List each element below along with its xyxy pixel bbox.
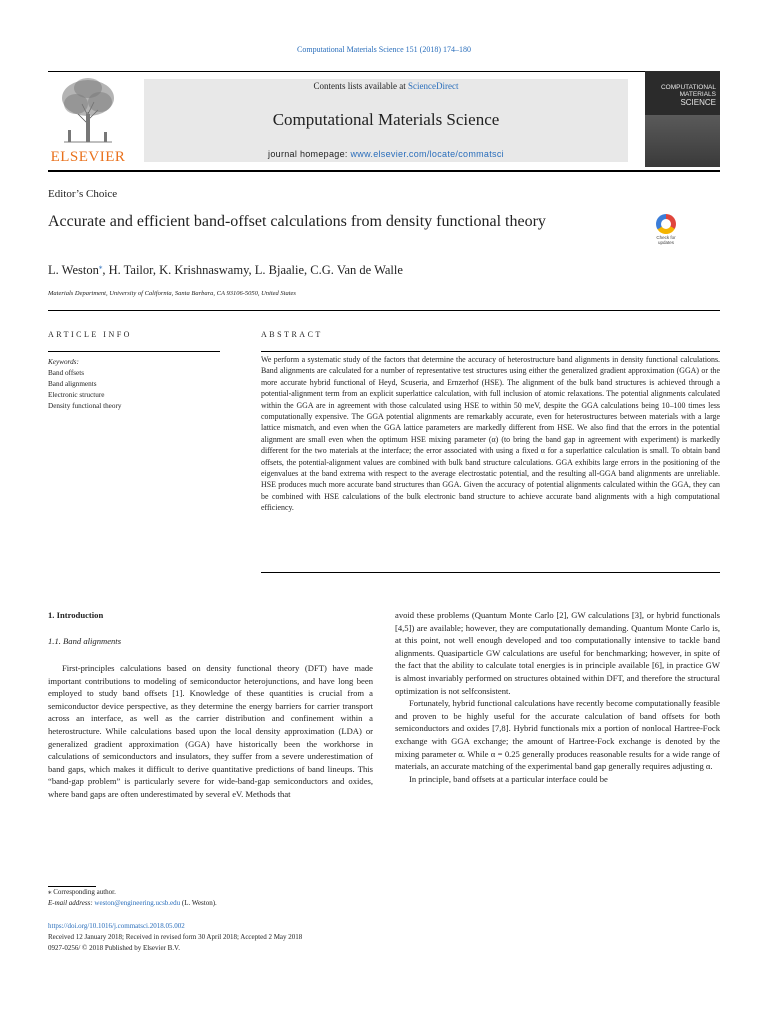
contents-prefix: Contents lists available at	[313, 81, 408, 91]
title-rule	[48, 310, 720, 311]
subsection-heading-band-alignments: 1.1. Band alignments	[48, 636, 122, 646]
body-paragraph: avoid these problems (Quantum Monte Carlo [2], GW calculations [3], or hybrid functionals [4,5]) are available; however, they are computationally demanding. Quantum Monte Carlo is, at this point, not well enough developed and too computationally intensive to tackle band alignments. Quasiparticle GW calculations are useful for benchmarking; however, in spite of the fact that the ability to calculate total energies is in principle available [6], in practice GW is almost invariably performed on structures obtained within DFT, and therefore the structural optimization is not selfconsistent.	[395, 610, 720, 696]
email-suffix: (L. Weston).	[180, 899, 217, 907]
body-column-left	[48, 662, 373, 801]
keywords-block	[48, 357, 220, 412]
abstract-heading: ABSTRACT	[261, 330, 323, 339]
cover-title-line: COMPUTATIONAL	[660, 84, 716, 91]
abstract-bottom-rule	[261, 572, 720, 573]
elsevier-wordmark: ELSEVIER	[50, 149, 126, 165]
article-info-heading: ARTICLE INFO	[48, 330, 132, 339]
cover-title-line: SCIENCE	[680, 98, 716, 107]
journal-reference[interactable]: Computational Materials Science 151 (2018) 174–180	[297, 45, 471, 54]
keyword-item: Band offsets	[48, 369, 85, 377]
received-dates: Received 12 January 2018; Received in revised form 30 April 2018; Accepted 2 May 2018	[48, 933, 303, 941]
elsevier-tree-icon	[56, 74, 120, 144]
cover-title-line: MATERIALS	[679, 91, 716, 98]
other-authors: , H. Tailor, K. Krishnaswamy, L. Bjaalie, C.G. Van de Walle	[102, 263, 403, 278]
journal-banner	[144, 79, 628, 162]
homepage-prefix: journal homepage:	[268, 149, 351, 159]
copyright: 0927-0256/ © 2018 Published by Elsevier B.V.	[48, 944, 180, 952]
body-paragraph: In principle, band offsets at a particular interface could be	[409, 773, 608, 784]
email-link[interactable]: weston@engineering.ucsb.edu	[94, 899, 181, 907]
journal-title: Computational Materials Science	[272, 110, 500, 129]
cover-image	[645, 115, 720, 167]
email-note	[48, 899, 217, 907]
body-paragraph: Fortunately, hybrid functional calculations have recently become computationally feasible and proven to be highly useful for the accurate calculation of band offsets for both semiconductors and oxides [7,8]. Hybrid functionals mix a portion of nonlocal Hartree-Fock exchange with GGA exchange; the amount of Hartree-Fock exchange is denoted by the mixing parameter α. While α = 0.25 generally produces reasonable results for a wide range of materials, an accurate matching of the experimental band gap generally requires adjusting α.	[395, 698, 720, 772]
keywords-label: Keywords:	[48, 358, 79, 366]
keyword-item: Band alignments	[48, 380, 97, 388]
corresponding-author-note: ⁎ Corresponding author.	[48, 888, 116, 896]
abstract-rule	[261, 351, 720, 352]
corresponding-author-mark[interactable]: ⁎	[98, 263, 103, 271]
article-info-rule	[48, 351, 220, 352]
header-rule	[48, 170, 720, 172]
elsevier-logo[interactable]	[48, 74, 128, 166]
homepage-link[interactable]: www.elsevier.com/locate/commatsci	[350, 149, 504, 159]
cover-title	[661, 84, 716, 107]
body-column-right	[395, 609, 720, 785]
author-list	[48, 263, 403, 278]
footnote-rule	[48, 886, 96, 887]
check-updates-icon-center	[661, 219, 671, 229]
contents-line	[144, 81, 628, 91]
abstract-text: We perform a systematic study of the factors that determine the accuracy of heterostructure band alignments in density functional calculations. Band alignments are calculated for a number of representative test structures using either the generalized gradient approximation (GGA) or the more accurate hybrid functional of Heyd, Scuseria, and Ernzerhof (HSE). The alignment of the bulk band structures is achieved through a potential-alignment term from an explicit superlattice calculation, with full inclusion of atomic relaxations. The potential alignments calculated within the GGA are in agreement with those calculated using HSE to within 50 meV, despite the GGA calculations being 10–100 times less computationally expensive. The GGA potential alignments are remarkably accurate, even for heterostructures between materials with a large lattice mismatch, and even when the GGA lattice parameters are markedly different from HSE. We also find that the errors in the potential alignment are small even when the optimum HSE mixing parameter (α) (to bring the band gap in agreement with experiment) is markedly different for the two materials at the interface; the error associated with using a fixed α for a superlattice calculation is small. To obtain band offsets, the potential-alignment values are combined with bulk band structure calculations. GGA exhibits large errors in the positioning of the eigenvalues at the band extrema with respect to the average electrostatic potential, and the resulting all-GGA band alignments are unreliable. HSE produces much more accurate band structures than GGA. Given the accuracy of potential alignments calculated within the GGA, they can be combined with HSE calculations of the bulk electronic band structure to achieve accurate band alignments with a high computational efficiency.	[261, 355, 720, 513]
doi-link[interactable]: https://doi.org/10.1016/j.commatsci.2018.05.002	[48, 922, 185, 930]
author-weston[interactable]: L. Weston	[48, 263, 99, 278]
article-section: Editor’s Choice	[48, 188, 118, 200]
article-title: Accurate and efficient band-offset calculations from density functional theory	[48, 213, 546, 230]
journal-cover[interactable]	[645, 71, 720, 167]
homepage-line	[144, 149, 628, 159]
body-paragraph: First-principles calculations based on density functional theory (DFT) have made important contributions to modeling of semiconductor heterojunctions, and have long been employed to study band offsets [1]. Knowledge of these quantities is crucial from a semiconductor device perspective, as they determine the energy barriers for carrier transport across an interface, as well as the carrier distribution and confinement within a heterostructure. While calculations based upon the local density approximation (LDA) or generalized gradient approximation (GGA) have historically been the workhorse in calculations of semiconductors and insulators, they suffer from a severe underestimation of band gaps, which makes it difficult to derive quantitative predictions of band lineups. This “band-gap problem” is particularly severe for wide-band-gap semiconductors and oxides, where band gaps are often underestimated by several eV. Methods that	[48, 663, 373, 799]
affiliation: Materials Department, University of California, Santa Barbara, CA 93106-5050, United States	[48, 290, 296, 297]
sciencedirect-link[interactable]: ScienceDirect	[408, 81, 459, 91]
top-rule	[48, 71, 720, 72]
keyword-item: Electronic structure	[48, 391, 105, 399]
check-updates-label: Check for updates	[656, 235, 676, 245]
keyword-item: Density functional theory	[48, 402, 122, 410]
check-for-updates-badge[interactable]	[650, 214, 682, 248]
section-heading-introduction: 1. Introduction	[48, 610, 104, 620]
email-label: E-mail address:	[48, 899, 95, 907]
